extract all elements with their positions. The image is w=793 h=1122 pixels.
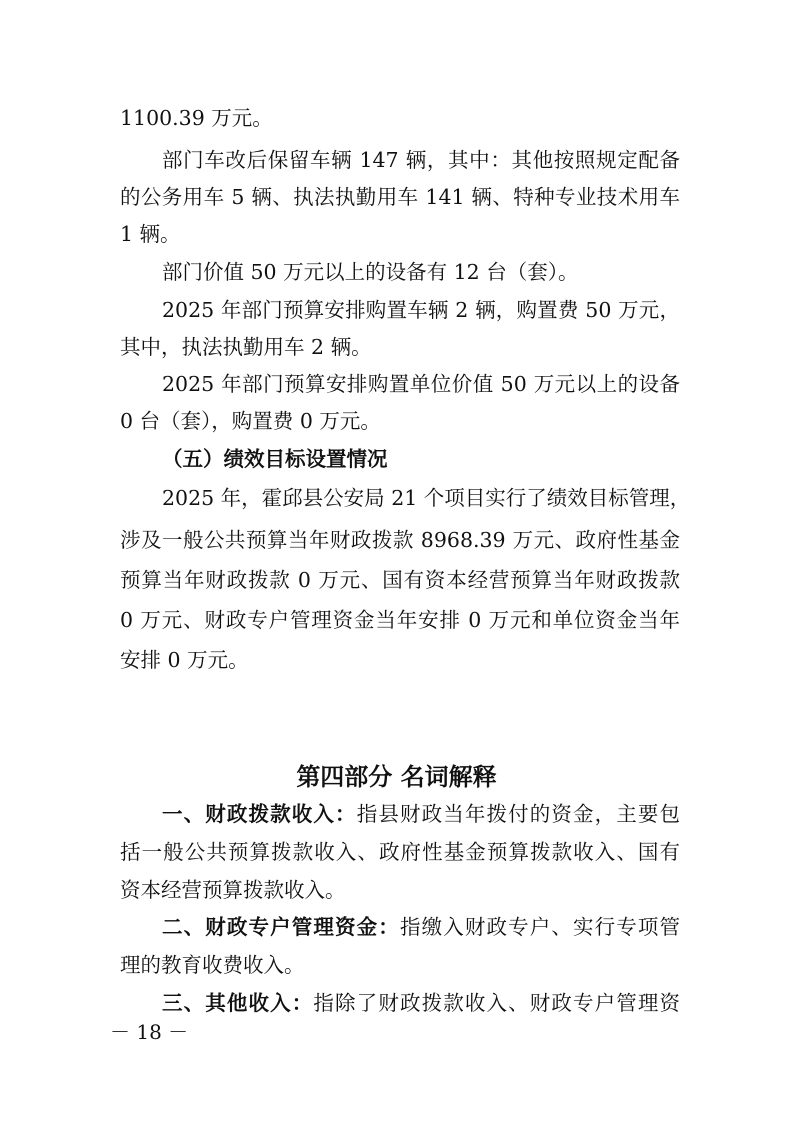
term-line: [162, 913, 680, 941]
body-line: 0 万元、财政专户管理资金当年安排 0 万元和单位资金当年: [120, 608, 680, 632]
term-line: 理的教育收费收入。: [120, 953, 305, 977]
page-number: － 18 －: [110, 1020, 189, 1044]
term-text: 指县财政当年拨付的资金，主要包: [356, 802, 681, 826]
term-label: 一、财政拨款收入：: [162, 802, 357, 826]
term-text: 指除了财政拨款收入、财政专户管理资: [313, 991, 681, 1015]
body-line: 2025 年，霍邱县公安局 21 个项目实行了绩效目标管理，: [162, 486, 691, 510]
body-line: 的公务用车 5 辆、执法执勤用车 141 辆、特种专业技术用车: [120, 185, 680, 209]
term-line: 资本经营预算拨款收入。: [120, 878, 346, 902]
term-line: [162, 800, 680, 828]
body-line: 部门价值 50 万元以上的设备有 12 台（套）。: [162, 260, 579, 284]
body-line: 安排 0 万元。: [120, 648, 249, 672]
term-line: 括一般公共预算拨款收入、政府性基金预算拨款收入、国有: [120, 840, 680, 864]
section-title: 第四部分 名词解释: [296, 763, 497, 791]
body-line: 0 台（套），购置费 0 万元。: [120, 409, 381, 433]
subsection-heading: （五）绩效目标设置情况: [162, 447, 388, 471]
term-line: [162, 989, 680, 1017]
body-line: 2025 年部门预算安排购置单位价值 50 万元以上的设备: [162, 372, 680, 396]
body-line: 2025 年部门预算安排购置车辆 2 辆，购置费 50 万元，: [162, 298, 680, 322]
body-line: 1100.39 万元。: [120, 106, 273, 130]
body-line: 1 辆。: [120, 222, 181, 246]
term-label: 三、其他收入：: [162, 991, 314, 1015]
term-text: 指缴入财政专户、实行专项管: [399, 915, 681, 939]
term-label: 二、财政专户管理资金：: [162, 915, 400, 939]
body-line: 涉及一般公共预算当年财政拨款 8968.39 万元、政府性基金: [120, 528, 680, 552]
body-line: 部门车改后保留车辆 147 辆，其中：其他按照规定配备: [162, 148, 680, 172]
body-line: 其中，执法执勤用车 2 辆。: [120, 335, 372, 359]
body-line: 预算当年财政拨款 0 万元、国有资本经营预算当年财政拨款: [120, 568, 680, 592]
